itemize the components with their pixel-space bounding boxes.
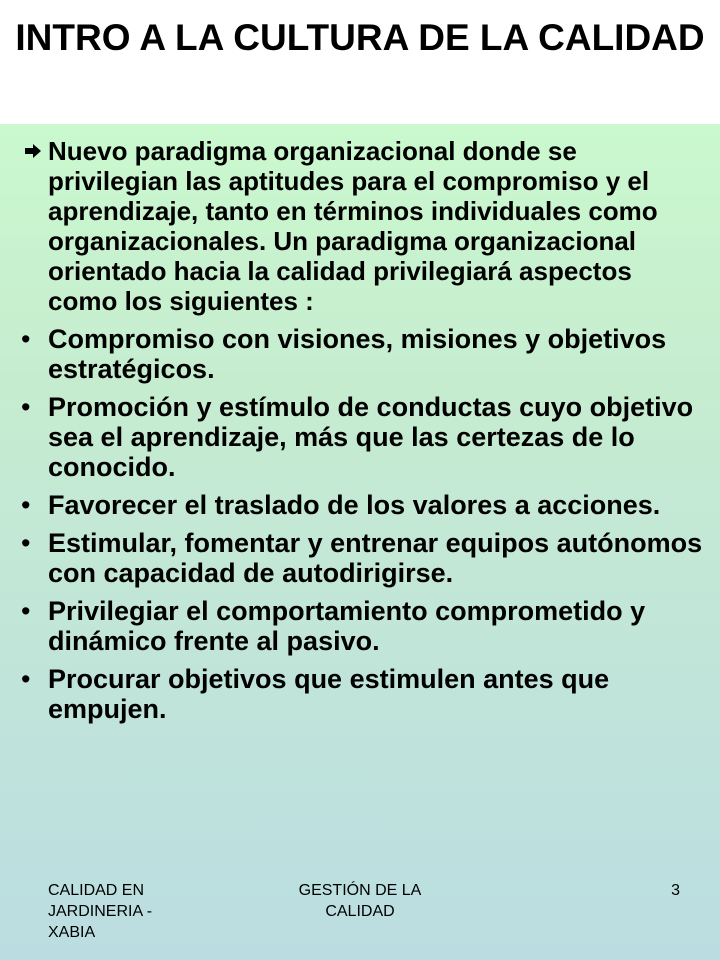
bullet-marker: • <box>21 392 31 422</box>
list-item <box>0 596 720 656</box>
footer-left-text: CALIDAD EN JARDINERIA - XABIA <box>48 882 153 941</box>
bullet-list <box>0 324 720 724</box>
list-item <box>0 324 720 384</box>
intro-text: Nuevo paradigma organizacional donde se privilegian las aptitudes para el compromiso y el aprendizaje, tanto en términos individuales como organizacionales. Un paradigma organizacional orientado hacia la calidad privilegiará aspectos como los siguientes : <box>48 136 658 316</box>
bullet-marker: • <box>21 490 31 520</box>
bullet-marker: • <box>21 596 31 626</box>
bullet-text: Promoción y estímulo de conductas cuyo objetivo sea el aprendizaje, más que las certezas de lo conocido. <box>48 392 694 482</box>
list-item <box>0 490 720 520</box>
bullet-text: Privilegiar el comportamiento comprometido y dinámico frente al pasivo. <box>48 596 646 656</box>
bullet-text: Estimular, fomentar y entrenar equipos autónomos con capacidad de autodirigirse. <box>48 528 703 588</box>
slide-title: INTRO A LA CULTURA DE LA CALIDAD <box>15 17 705 58</box>
bullet-text: Favorecer el traslado de los valores a acciones. <box>48 490 661 520</box>
bullet-text: Procurar objetivos que estimulen antes que empujen. <box>48 664 610 724</box>
page-number: 3 <box>671 882 680 899</box>
list-item <box>0 528 720 588</box>
bullet-marker: • <box>21 324 31 354</box>
bullet-text: Compromiso con visiones, misiones y objetivos estratégicos. <box>48 324 667 384</box>
arrow-right-icon <box>24 143 42 159</box>
slide-content <box>0 136 720 724</box>
intro-paragraph <box>0 136 720 316</box>
list-item <box>0 664 720 724</box>
footer-center-text: GESTIÓN DE LA CALIDAD <box>298 882 422 920</box>
bullet-marker: • <box>21 528 31 558</box>
bullet-marker: • <box>21 664 31 694</box>
list-item <box>0 392 720 482</box>
